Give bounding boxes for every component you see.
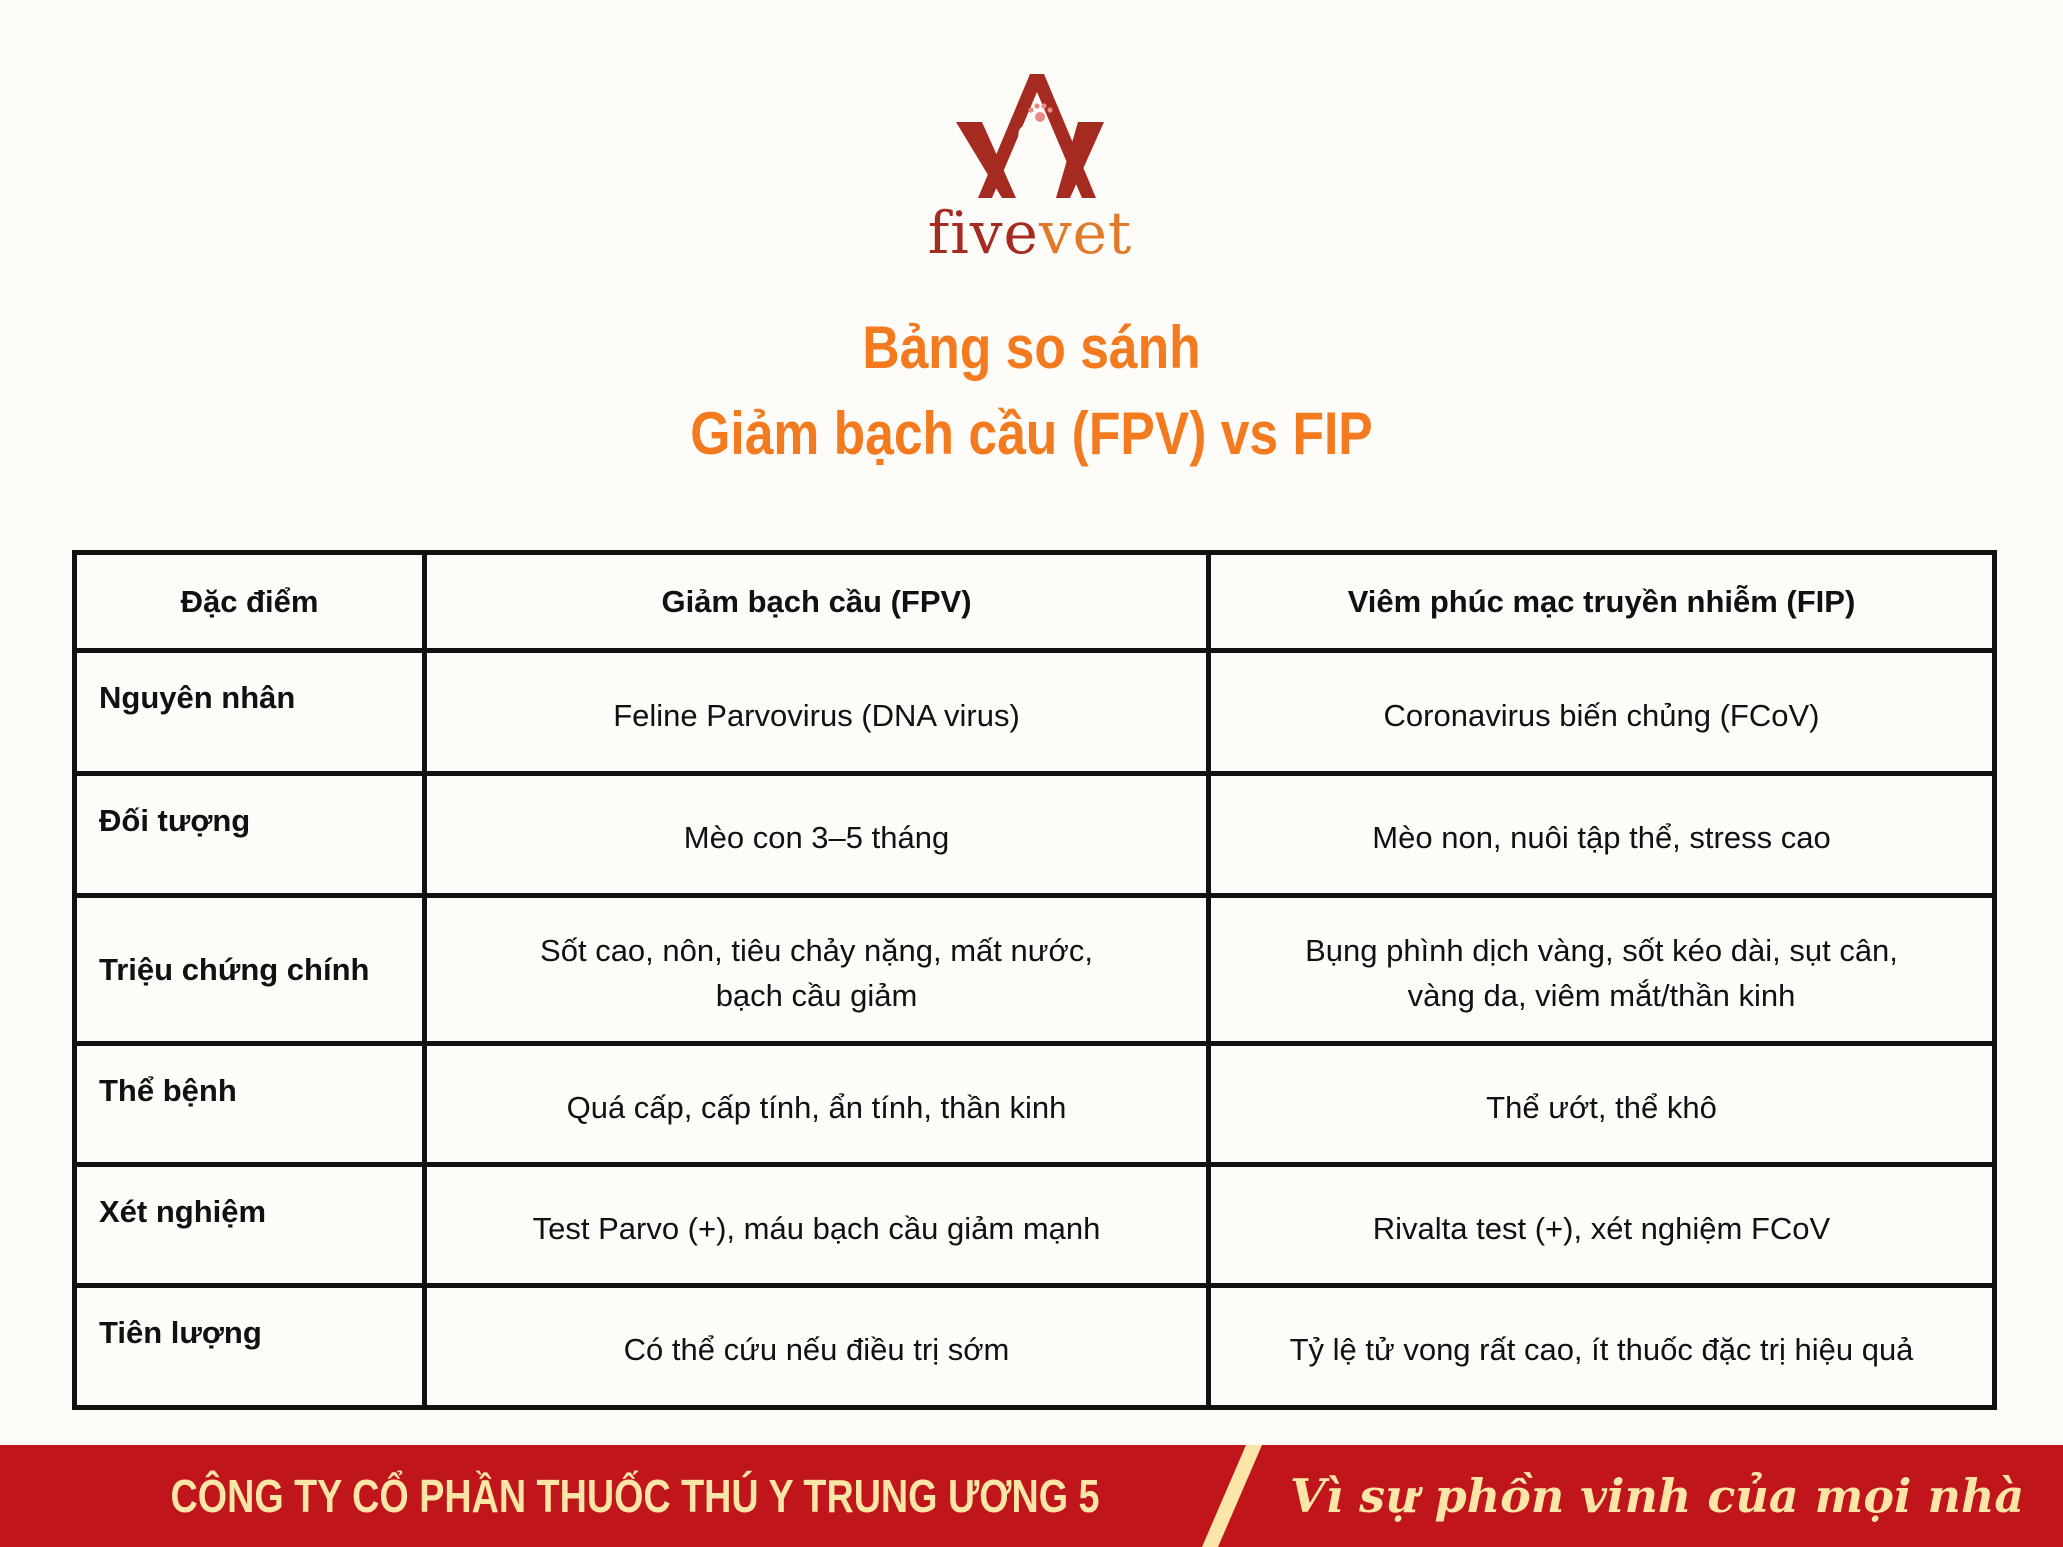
row-fpv-value: Feline Parvovirus (DNA virus) bbox=[425, 651, 1209, 774]
row-fpv-value: Quá cấp, cấp tính, ẩn tính, thần kinh bbox=[425, 1044, 1209, 1165]
comparison-table bbox=[72, 550, 1997, 1410]
row-feature: Triệu chứng chính bbox=[75, 896, 425, 1044]
logo-emblem-icon bbox=[920, 70, 1140, 200]
row-feature: Nguyên nhân bbox=[75, 651, 425, 774]
page-title-line1: Bảng so sánh bbox=[862, 314, 1201, 381]
table-row bbox=[75, 1165, 1995, 1286]
row-feature: Đối tượng bbox=[75, 774, 425, 896]
row-fip-line: vàng da, viêm mắt/thần kinh bbox=[1407, 977, 1796, 1013]
footer-company-name: CÔNG TY CỔ PHẦN THUỐC THÚ Y TRUNG ƯƠNG 5 bbox=[170, 1470, 1100, 1522]
row-fip-value bbox=[1209, 896, 1995, 1044]
table-row bbox=[75, 1286, 1995, 1408]
fivevet-logo bbox=[920, 70, 1140, 270]
row-fip-value: Mèo non, nuôi tập thể, stress cao bbox=[1209, 774, 1995, 896]
row-fip-value: Coronavirus biến chủng (FCoV) bbox=[1209, 651, 1995, 774]
row-fpv-value bbox=[425, 896, 1209, 1044]
footer-banner bbox=[0, 1445, 2063, 1547]
logo-wordmark-five: five bbox=[927, 199, 1039, 267]
table-row bbox=[75, 651, 1995, 774]
logo-wordmark-vet: vet bbox=[1038, 199, 1133, 267]
row-fip-value: Tỷ lệ tử vong rất cao, ít thuốc đặc trị hiệu quả bbox=[1209, 1286, 1995, 1408]
row-fpv-value: Test Parvo (+), máu bạch cầu giảm mạnh bbox=[425, 1165, 1209, 1286]
row-fpv-line: bạch cầu giảm bbox=[715, 977, 918, 1013]
table-row bbox=[75, 896, 1995, 1044]
header-fpv: Giảm bạch cầu (FPV) bbox=[425, 553, 1209, 651]
row-feature: Tiên lượng bbox=[75, 1286, 425, 1408]
row-fpv-value: Mèo con 3–5 tháng bbox=[425, 774, 1209, 896]
table-row bbox=[75, 1044, 1995, 1165]
header-fip: Viêm phúc mạc truyền nhiễm (FIP) bbox=[1209, 553, 1995, 651]
row-fpv-line: Sốt cao, nôn, tiêu chảy nặng, mất nước, bbox=[540, 932, 1093, 968]
row-feature: Xét nghiệm bbox=[75, 1165, 425, 1286]
table-row bbox=[75, 774, 1995, 896]
page-title-line2: Giảm bạch cầu (FPV) vs FIP bbox=[690, 400, 1373, 467]
header-feature: Đặc điểm bbox=[75, 553, 425, 651]
footer-slogan: Vì sự phồn vinh của mọi nhà bbox=[1290, 1469, 2025, 1523]
row-feature: Thể bệnh bbox=[75, 1044, 425, 1165]
row-fip-line: Bụng phình dịch vàng, sốt kéo dài, sụt cân, bbox=[1305, 932, 1898, 968]
table-header-row bbox=[75, 553, 1995, 651]
row-fip-value: Thể ướt, thể khô bbox=[1209, 1044, 1995, 1165]
logo-wordmark bbox=[920, 198, 1140, 268]
row-fip-value: Rivalta test (+), xét nghiệm FCoV bbox=[1209, 1165, 1995, 1286]
row-fpv-value: Có thể cứu nếu điều trị sớm bbox=[425, 1286, 1209, 1408]
